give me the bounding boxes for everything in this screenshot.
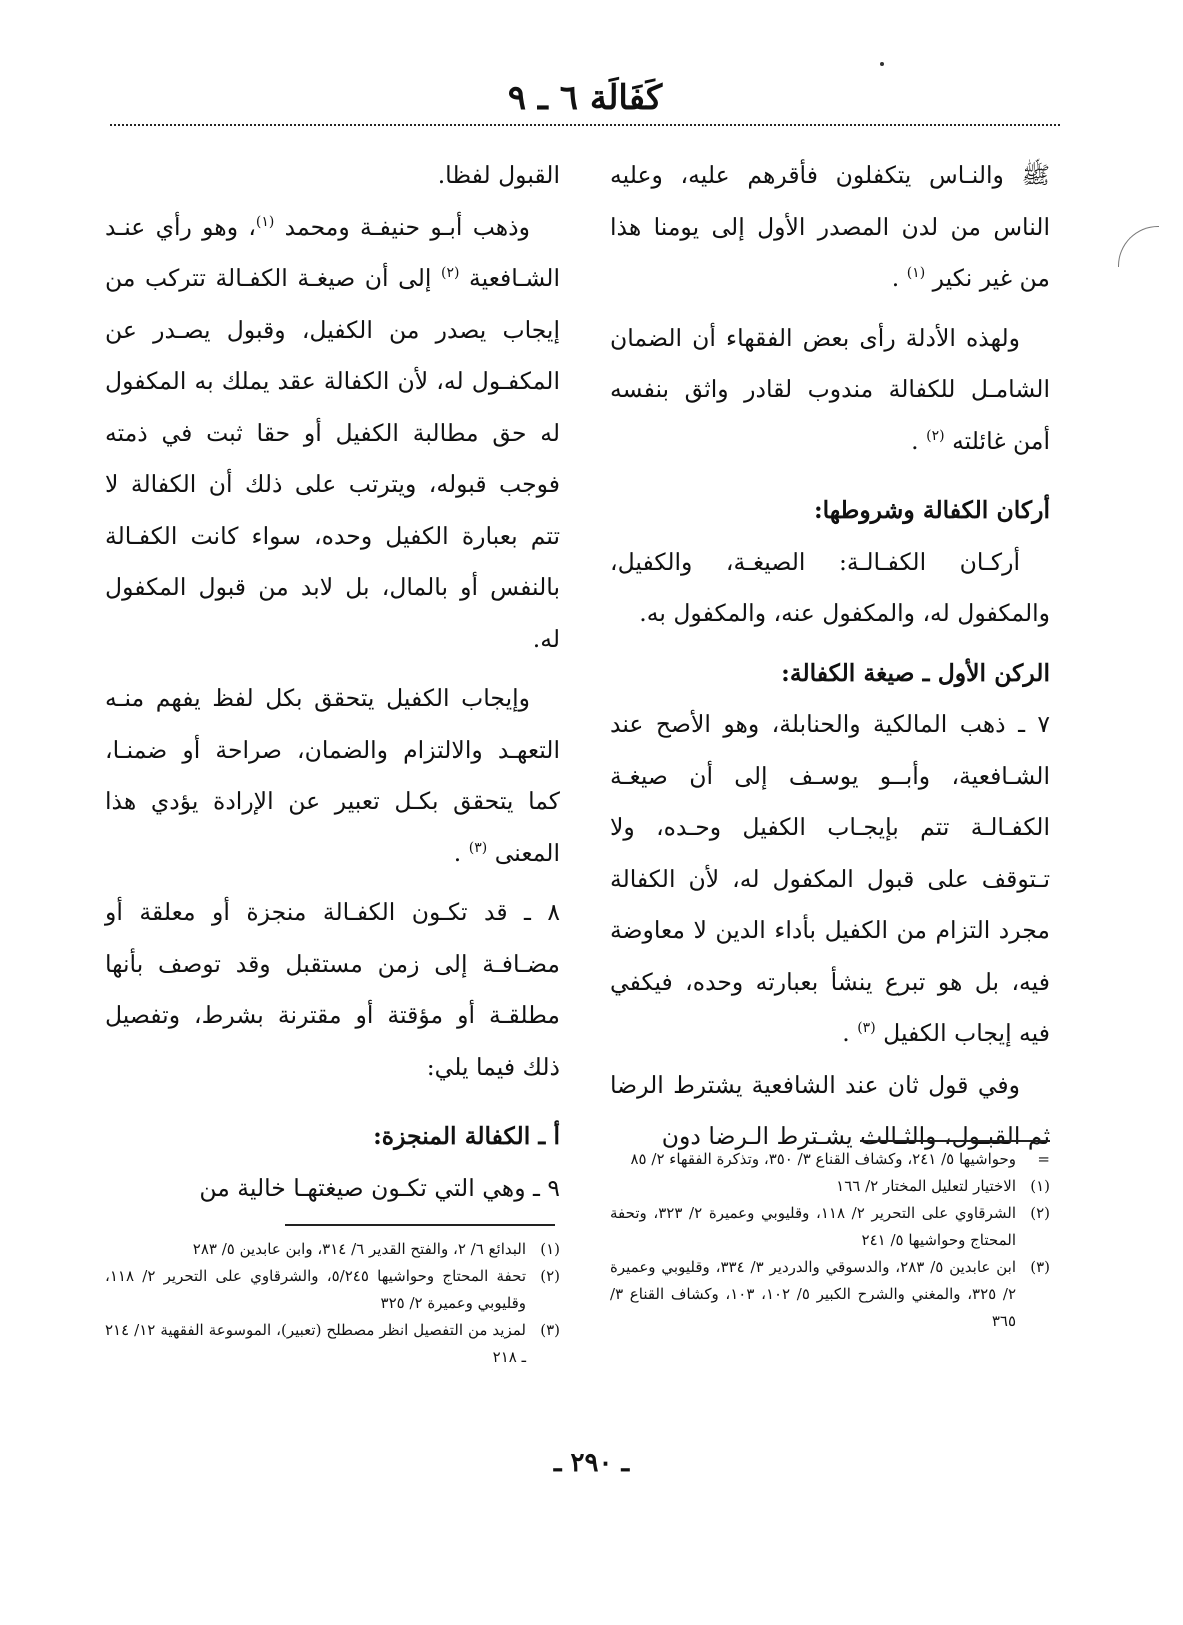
paragraph-text: ٧ ـ ذهب المالكية والحنابلة، وهو الأصح عند الشـافعية، وأبــو يوسـف إلى أن صيغـة الكفـالـة تتم بإيجـاب الكفيل وحـده، ولا تـتوقف على قبول المكفول له، لأن الكفالة مجرد التزام من الكفيل بأداء الدين لا معاوضة فيه، بل هو تبرع ينشأ بعبارته وحده، فيكفي فيه إيجاب الكفيل — [610, 710, 1050, 1047]
paragraph: القبول لفظا. — [437, 161, 560, 189]
footnote-continuation — [610, 1146, 1050, 1173]
footnote-ref: (٣) — [857, 1020, 876, 1037]
paragraph: وفي قول ثان عند الشافعية يشترط الرضا ثم القبـول، والثـالث يشـترط الـرضا دون — [610, 1070, 1050, 1150]
section-heading: الركن الأول ـ صيغة الكفالة: — [781, 658, 1050, 687]
margin-pencil-mark — [1118, 226, 1159, 267]
paragraph: ٩ ـ وهي التي تكـون صيغتهـا خالية من — [199, 1173, 560, 1202]
right-column — [610, 150, 1050, 1163]
running-header — [110, 70, 1060, 126]
footnote-number: (١) — [1030, 1177, 1050, 1195]
footnote-number: (٢) — [1030, 1204, 1050, 1222]
page-number: ـ ٢٩٠ ـ — [553, 1448, 630, 1478]
footnote-ref: (٣) — [468, 839, 488, 856]
footnote — [610, 1173, 1050, 1200]
footnote-ref: (٢) — [926, 427, 945, 444]
footnote-text: تحفة المحتاج وحواشيها ٥/٢٤٥، والشرقاوي على التحرير ٢/ ١١٨، وقليوبي وعميرة ٢/ ٣٢٥ — [105, 1267, 526, 1312]
footnote-text: ابن عابدين ٥/ ٢٨٣، والدسوقي والدردير ٣/ ٣٣٤، وقليوبي وعميرة ٢/ ٣٢٥، والمغني والشرح الكبير ٥/ ١٠٢، ١٠٣، وكشاف القناع ٣/ ٣٦٥ — [610, 1258, 1016, 1330]
footnote-text: الاختيار لتعليل المختار ٢/ ١٦٦ — [836, 1177, 1016, 1195]
footnote-rule — [860, 1140, 1050, 1142]
footnote-ref: (١) — [255, 213, 275, 230]
footnote-text: لمزيد من التفصيل انظر مصطلح (تعبير)، الموسوعة الفقهية ١٢/ ٢١٤ ـ ٢١٨ — [105, 1321, 527, 1366]
footnote-number: (١) — [540, 1240, 560, 1258]
section-heading: أ ـ الكفالة المنجزة: — [373, 1122, 560, 1150]
footnote — [105, 1236, 560, 1263]
section-heading: أركان الكفالة وشروطها: — [813, 496, 1050, 524]
scan-speck — [880, 62, 884, 66]
footnote-ref: (٢) — [440, 265, 460, 282]
footnote-text: الشرقاوي على التحرير ٢/ ١١٨، وقليوبي وعميرة ٢/ ٣٢٣، وتحفة المحتاج وحواشيها ٥/ ٢٤١ — [610, 1204, 1016, 1249]
paragraph: ولهذه الأدلة رأى بعض الفقهاء أن الضمان الشامـل للكفالة مندوب لقادر واثق بنفسه أمن غائلته $^{(٢)}$ . — [610, 323, 1050, 455]
footnote-number: (٣) — [1030, 1258, 1050, 1276]
paragraph: أركـان الكفـالـة: الصيغـة، والكفيل، والمكفول له، والمكفول عنه، والمكفول به. — [610, 547, 1050, 627]
paragraph-text: ، وهو رأي عنـد الشـافعية — [105, 212, 560, 292]
paragraph-text: وإيجاب الكفيل يتحقق بكل لفظ يفهم منـه التعهـد والالتزام والضمان، صراحة أو ضمنـا، كما يتحقق بكـل تعبير عن الإرادة يؤدي هذا المعنى — [105, 684, 560, 867]
paragraph-text: إلى أن صيغـة الكفـالة تتركب من إيجاب يصدر من الكفيل، وقبول يصـدر عن المكفـول له، لأن الكفالة عقد يملك به المكفول له حق مطالبة الكفيل أو حقا ثبت في ذمته فوجب قبوله، ويترتب على ذلك أن الكفالة لا تتم بعبارة الكفيل وحده، سواء كانت الكفـالة بالنفس أو بالمال، بل لابد من قبول المكفول له. — [105, 264, 560, 653]
continuation-marker: = — [1037, 1150, 1050, 1168]
footnote — [610, 1200, 1050, 1254]
header-dotted-rule — [110, 124, 1060, 126]
footnote — [105, 1317, 560, 1371]
footnote — [610, 1254, 1050, 1335]
paragraph — [105, 202, 560, 666]
paragraph: ٧ ـ ذهب المالكية والحنابلة، وهو الأصح عند الشـافعية، وأبــو يوسـف إلى أن صيغـة الكفـالـة تتم بإيجـاب الكفيل وحـده، ولا تـتوقف على قبول المكفول له، لأن الكفالة مجرد التزام من الكفيل بأداء الدين لا معاوضة فيه، بل هو تبرع ينشأ بعبارته وحده، فيكفي فيه إيجاب الكفيل $^{(٣)}$ . — [610, 710, 1050, 1047]
header-title: كَفَالَة ٦ ـ ٩ — [507, 78, 663, 118]
paragraph: ٨ ـ قد تكـون الكفـالة منجزة أو معلقة أو مضـافـة إلى زمن مستقبل وقد توصف بأنها مطلقـة أو مؤقتة أو مقترنة بشرط، وتفصيل ذلك فيما يلي: — [105, 898, 560, 1081]
footnote-rule — [285, 1224, 555, 1226]
footnote-number: (٢) — [540, 1267, 560, 1285]
footnote-text: وحواشيها ٥/ ٢٤١، وكشاف القناع ٣/ ٣٥٠، وتذكرة الفقهاء ٢/ ٨٥ — [630, 1150, 1016, 1168]
footnote-text: البدائع ٦/ ٢، والفتح القدير ٦/ ٣١٤، وابن عابدين ٥/ ٢٨٣ — [192, 1240, 526, 1258]
footnotes-left — [105, 1236, 560, 1371]
footnote-number: (٣) — [540, 1321, 560, 1339]
left-column — [105, 150, 560, 1214]
paragraph-text: وذهب أبـو حنيفـة ومحمد — [284, 212, 530, 241]
paragraph-text: ولهذه الأدلة رأى بعض الفقهاء أن الضمان الشامـل للكفالة مندوب لقادر واثق بنفسه أمن غائلته — [610, 323, 1050, 455]
footnote — [105, 1263, 560, 1317]
paragraph: وإيجاب الكفيل يتحقق بكل لفظ يفهم منـه التعهـد والالتزام والضمان، صراحة أو ضمنـا، كما يتحقق بكـل تعبير عن الإرادة يؤدي هذا المعنى $^{(٣)}$ . — [105, 684, 560, 867]
footnotes-right — [610, 1146, 1050, 1335]
footnote-ref: (١) — [906, 265, 926, 282]
paragraph: ﷺ والنـاس يتكفلون فأقرهم عليه، وعليه الناس من لدن المصدر الأول إلى يومنا هذا من غير نكير $^{(١)}$ . — [610, 161, 1050, 292]
paragraph-text: ﷺ والنـاس يتكفلون فأقرهم عليه، وعليه الناس من لدن المصدر الأول إلى يومنا هذا من غير نكير — [610, 161, 1050, 292]
